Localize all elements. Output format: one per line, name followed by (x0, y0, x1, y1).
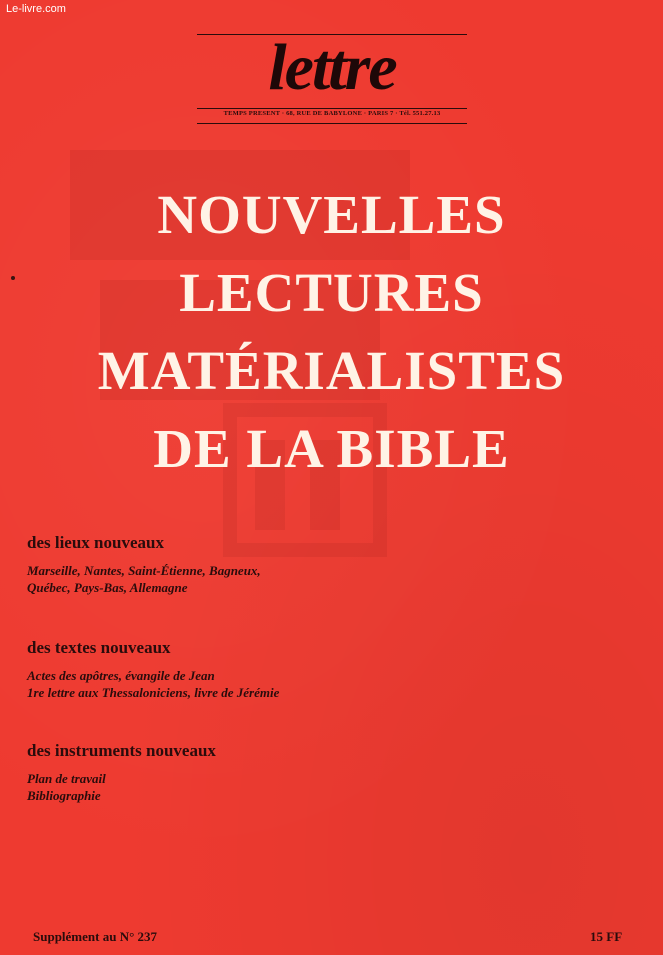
section-line: Actes des apôtres, évangile de Jean (27, 668, 215, 683)
section-texts (27, 637, 279, 701)
cover-title (0, 176, 663, 488)
logo-text: lettre (268, 32, 396, 102)
price-label: 15 FF (590, 929, 623, 944)
masthead (197, 30, 467, 126)
title-line: DE LA BIBLE (153, 418, 510, 479)
section-line: Bibliographie (27, 788, 101, 803)
section-heading: des textes nouveaux (27, 638, 171, 657)
section-line: Québec, Pays-Bas, Allemagne (27, 580, 188, 595)
lettre-logo (197, 32, 467, 102)
section-body (27, 667, 279, 701)
section-places (27, 532, 261, 596)
title-line: LECTURES (179, 262, 484, 323)
title-line: MATÉRIALISTES (97, 340, 566, 401)
section-line: 1re lettre aux Thessaloniciens, livre de Jérémie (27, 685, 280, 700)
watermark: Le-livre.com (6, 3, 66, 15)
section-heading: des lieux nouveaux (27, 533, 164, 552)
section-line: Marseille, Nantes, Saint-Étienne, Bagneux, (27, 563, 261, 578)
section-heading: des instruments nouveaux (27, 741, 216, 760)
masthead-rule-middle (197, 108, 467, 109)
publisher-address: TEMPS PRESENT · 68, RUE DE BABYLONE · PARIS 7 · Tél. 551.27.13 (223, 110, 441, 117)
section-body (27, 770, 216, 804)
section-body (27, 562, 261, 596)
section-instruments (27, 740, 216, 804)
title-line: NOUVELLES (157, 184, 506, 245)
section-line: Plan de travail (27, 771, 106, 786)
masthead-rule-bottom (197, 123, 467, 124)
supplement-note: Supplément au N° 237 (33, 929, 158, 944)
